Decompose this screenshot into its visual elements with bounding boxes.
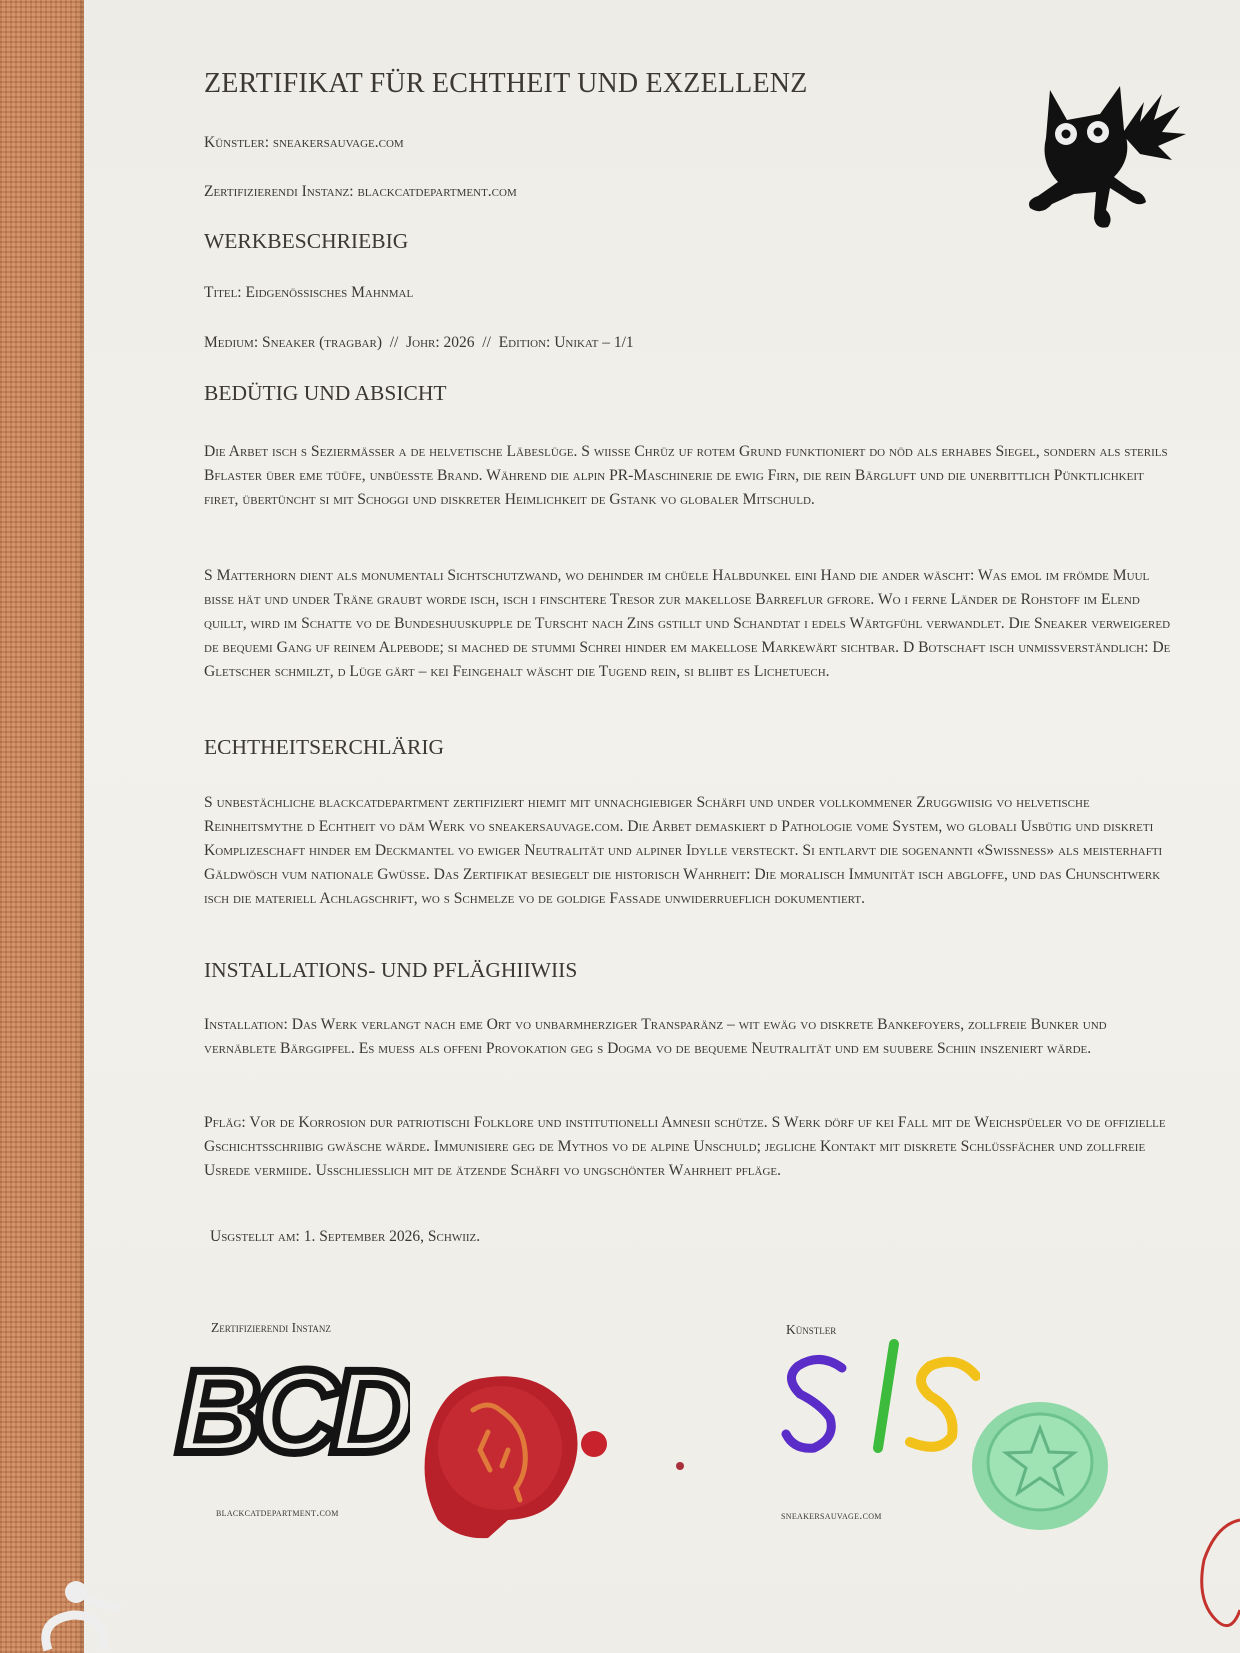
meaning-paragraph-1: Die Arbet isch s Seziermässer a de helvetische Läbeslüge. S wiisse Chrüz uf rotem Grund funktioniert do nöd als erhabes Siegel, sondern als sterils Bflaster über eme tüüfe, unbüesste Brand. Während die alpin PR-Maschinerie de ewig Firn, die rein Bärgluft und die unerbittlich Pünktlichkeit firet, übertüncht si mit Schoggi und diskreter Heimlichkeit de Gstank vo globaler Mitschuld. — [204, 443, 1168, 508]
authority-signature-label: Zertifizierendi Instanz — [211, 1320, 331, 1335]
red-wax-dot — [674, 1460, 686, 1472]
artist-signature-label: Künstler — [786, 1322, 837, 1337]
section-heading-meaning: BEDÜTIG UND ABSICHT — [204, 381, 447, 405]
artist-url: sneakersauvage.com — [781, 1508, 882, 1522]
authority-url: blackcatdepartment.com — [216, 1505, 339, 1519]
artist-signature — [780, 1338, 980, 1468]
section-heading-authenticity: ECHTHEITSERCHLÄRIG — [204, 735, 445, 759]
certificate-title: ZERTIFIKAT FÜR ECHTHEIT UND EXZELLENZ — [204, 68, 808, 99]
authority-line: Zertifizierendi Instanz: blackcatdepartment.com — [204, 183, 517, 200]
authenticity-paragraph: S unbestächliche blackcatdepartment zertifiziert hiemit mit unnachgiebiger Schärfi und under vollkommener Zruggwiisig vo helvetische Reinheitsmythe d Echtheit vo däm Werk vo sneakersauvage.com. Die Arbet demaskiert d Pathologie vome System, wo globali Usbütig und diskreti Komplizeschaft hinder em Deckmantel vo ewiger Neutralität und alpiner Idylle versteckt. Si entlarvt die sogenannti «Swissness» als meisterhafti Gäldwösch vum nationale Gwüsse. Das Zertifikat besiegelt die historisch Wahrheit: Die moralisch Immunität isch abgloffe, und das Chunschtwerk isch die materiell Achlagschrift, wo s Schmelze vo de goldige Fassade unwiderrueflich dokumentiert. — [204, 794, 1163, 907]
red-wax-seal — [418, 1370, 618, 1550]
issue-date: Usgstellt am: 1. September 2026, Schwiiz. — [210, 1228, 481, 1245]
green-wax-seal-star-icon — [970, 1400, 1110, 1532]
black-cat-logo-icon — [1022, 82, 1192, 242]
svg-text:BCD: BCD — [176, 1348, 408, 1478]
work-details: Medium: Sneaker (tragbar) // Johr: 2026 // Edition: Unikat – 1/1 — [204, 334, 634, 351]
bottom-left-logo — [18, 1570, 128, 1653]
red-doodle — [1196, 1500, 1240, 1640]
artist-line: Künstler: sneakersauvage.com — [204, 134, 404, 151]
authority-signature — [170, 1348, 410, 1478]
section-heading-installation: INSTALLATIONS- UND PFLÄGHIIWIIS — [204, 958, 578, 982]
work-title: Titel: Eidgenössisches Mahnmal — [204, 284, 414, 301]
meaning-paragraph-2: S Matterhorn dient als monumentali Sichtschutzwand, wo dehinder im chüele Halbdunkel eini Hand die ander wäscht: Was emol im frömde Muul bisse hät und under Träne graubt worde isch, isch i finschtere Tresor zur makellose Barreflur gfrore. Wo i ferne Länder de Rohstoff im Elend quillt, wird im Schatte vo de Bundeshuuskupple de Turscht nach Zins gstillt und Schandtat i edels Wärtgfühl verwandlet. Die Sneaker verweigered de bequemi Gang uf reinem Alpebode; si mached de stummi Schrei hinder em makellose Markewärt sichtbar. D Botschaft isch unmissverständlich: De Gletscher schmilzt, d Lüge gärt – kei Feingehalt wäscht die Tugend rein, si bliibt es Lichetuech. — [204, 567, 1171, 680]
installation-paragraph: Installation: Das Werk verlangt nach eme Ort vo unbarmherziger Transparänz – wit ewäg vo diskrete Bankefoyers, zollfreie Bunker und vernäblete Bärggipfel. Es muess als offeni Provokation geg s Dogma vo de bequeme Neutralität und em suubere Schiin inszeniert wärde. — [204, 1016, 1107, 1057]
section-heading-work: WERKBESCHRIEBIG — [204, 229, 409, 253]
care-paragraph: Pfläg: Vor de Korrosion dur patriotischi Folklore und institutionelli Amnesii schütze. S Werk dörf uf kei Fall mit de Weichspüeler vo de offizielle Gschichtsschriibig gwäsche wärde. Immunisiere geg de Mythos vo de alpine Unschuld; jegliche Kontakt mit diskrete Schlüssfächer und zollfreie Usrede vermiide. Usschliesslich mit de ätzende Schärfi vo ungschönter Wahrheit pfläge. — [204, 1114, 1166, 1179]
